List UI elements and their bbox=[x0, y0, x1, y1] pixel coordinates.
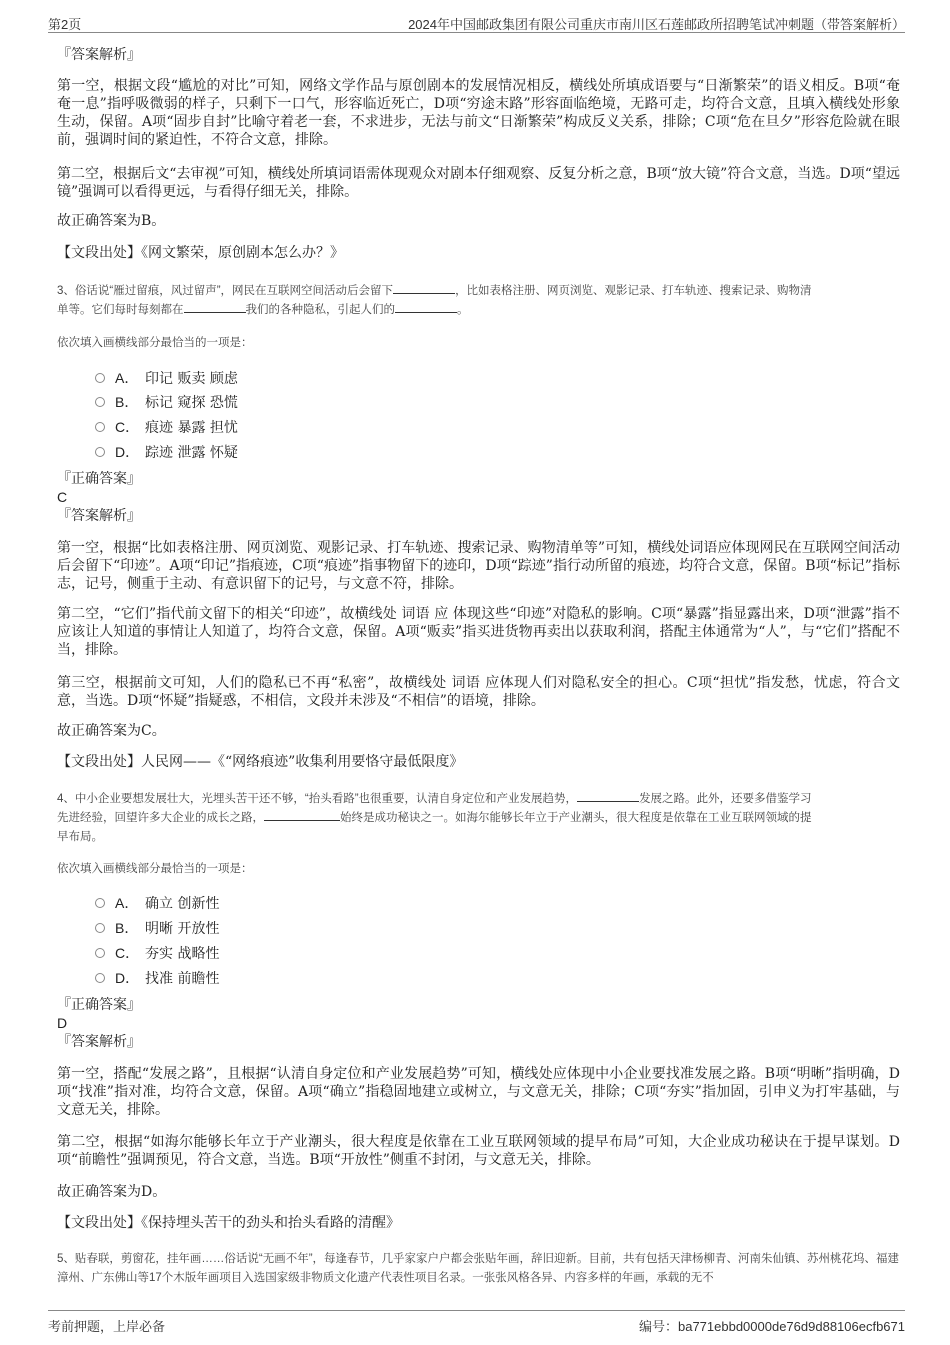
q4-option-b[interactable]: B． 明晰 开放性 bbox=[95, 919, 219, 938]
radio-icon[interactable] bbox=[95, 397, 105, 407]
fill-blank bbox=[395, 301, 457, 313]
footer-slogan: 考前押题，上岸必备 bbox=[48, 1319, 166, 1334]
fill-blank bbox=[577, 790, 639, 802]
q4-analysis-para-1: 第一空，搭配“发展之路”，且根据“认清自身定位和产业发展趋势”可知，横线处应体现中小企业要找准发展之路。B项“明晰”指明确，D项“找准”指对准，均符合文意，保留。A项“确立”指稳固地建立或树立，与文意无关，排除；C项“夯实”指加固，引申义为打牢基础，与文意无关，排除。 bbox=[57, 1066, 900, 1118]
radio-icon[interactable] bbox=[95, 948, 105, 958]
q4-option-d[interactable]: D． 找准 前瞻性 bbox=[95, 969, 219, 988]
q3-option-d[interactable]: D． 踪迹 泄露 怀疑 bbox=[95, 443, 238, 462]
q4-instruction: 依次填入画横线部分最恰当的一项是： bbox=[57, 863, 253, 875]
q4-option-c[interactable]: C． 夯实 战略性 bbox=[95, 944, 219, 963]
analysis-label: 『答案解析』 bbox=[57, 1034, 141, 1050]
q2-analysis-para-1: 第一空，根据文段“尴尬的对比”可知，网络文学作品与原创剧本的发展情况相反，横线处所填成语要与“日渐繁荣”的语义相反。B项“奄奄一息”指呼吸微弱的样子，只剩下一口气，形容临近死亡，D项“穷途末路”形容面临绝境，无路可走，均符合文意，且填入横线处形象生动，保留。A项“固步自封”比喻守着老一套，不求进步，无法与前文“日渐繁荣”构成反义关系，排除；C项“危在旦夕”形容危险就在眼前，强调时间的紧迫性，不符合文意，排除。 bbox=[57, 78, 900, 148]
q2-analysis-para-2: 第二空，根据后文“去审视”可知，横线处所填词语需体现观众对剧本仔细观察、反复分析之意，B项“放大镜”符合文意，当选。D项“望远镜”强调可以看得更远，与看得仔细无关，排除。 bbox=[57, 166, 900, 200]
correct-answer-label: 『正确答案』 bbox=[57, 997, 141, 1013]
analysis-label: 『答案解析』 bbox=[57, 47, 141, 63]
analysis-label: 『答案解析』 bbox=[57, 508, 141, 524]
q3-instruction: 依次填入画横线部分最恰当的一项是： bbox=[57, 337, 253, 349]
q3-answer: C bbox=[57, 489, 68, 505]
page-footer bbox=[48, 1310, 905, 1333]
fill-blank bbox=[184, 301, 246, 313]
q4-stem: 4、中小企业要想发展壮大，光埋头苦干还不够，“抬头看路”也很重要，认清自身定位和产业发展趋势， 发展之路。此外，还要多借鉴学习 先进经验，回望许多大企业的成长之路， 始终是成功秘诀之一。如海尔能够长年立于产业潮头，很大程度是依靠在工业互联网领域的提 早布局。 bbox=[57, 790, 900, 847]
q3-analysis-para-2: 第二空，“它们”指代前文留下的相关“印迹”，故横线处 词语 应 体现这些“印迹”对隐私的影响。C项“暴露”指显露出来，D项“泄露”指不应该让人知道的事情让人知道了，均符合文意，保留。A项“贩卖”指买进货物再卖出以获取利润，搭配主体通常为“人”，与“它们”搭配不当，排除。 bbox=[57, 606, 900, 658]
fill-blank bbox=[264, 809, 340, 821]
q4-analysis-para-2: 第二空，根据“如海尔能够长年立于产业潮头，很大程度是依靠在工业互联网领域的提早布局”可知，大企业成功秘诀在于提早谋划。D项“前瞻性”强调预见，符合文意，当选。B项“开放性”侧重不封闭，与文意无关，排除。 bbox=[57, 1134, 900, 1168]
q3-source: 【文段出处】人民网——《“网络痕迹”收集利用要恪守最低限度》 bbox=[57, 754, 464, 770]
q3-option-a[interactable]: A． 印记 贩卖 顾虑 bbox=[95, 369, 238, 388]
q3-option-c[interactable]: C． 痕迹 暴露 担忧 bbox=[95, 418, 238, 437]
radio-icon[interactable] bbox=[95, 973, 105, 983]
q3-analysis-para-3: 第三空，根据前文可知，人们的隐私已不再“私密”，故横线处 词语 应体现人们对隐私安全的担心。C项“担忧”指发愁，忧虑，符合文意，当选。D项“怀疑”指疑惑，不相信，文段并未涉及“不相信”的语境，排除。 bbox=[57, 675, 900, 709]
q2-source: 【文段出处】《网文繁荣，原创剧本怎么办？》 bbox=[57, 245, 344, 261]
correct-answer-label: 『正确答案』 bbox=[57, 471, 141, 487]
q4-conclusion: 故正确答案为D。 bbox=[57, 1184, 167, 1200]
radio-icon[interactable] bbox=[95, 923, 105, 933]
q4-option-a[interactable]: A． 确立 创新性 bbox=[95, 894, 219, 913]
radio-icon[interactable] bbox=[95, 422, 105, 432]
q4-source: 【文段出处】《保持埋头苦干的劲头和抬头看路的清醒》 bbox=[57, 1215, 400, 1231]
q3-stem: 3、俗话说“雁过留痕，风过留声”，网民在互联网空间活动后会留下 ，比如表格注册、网页浏览、观影记录、打车轨迹、搜索记录、购物清 单等。它们每时每刻都在 我们的各种隐私，引起人们的 。 bbox=[57, 282, 900, 320]
document-title: 2024年中国邮政集团有限公司重庆市南川区石莲邮政所招聘笔试冲刺题（带答案解析） bbox=[408, 17, 905, 32]
radio-icon[interactable] bbox=[95, 373, 105, 383]
q4-answer: D bbox=[57, 1015, 68, 1031]
q3-analysis-para-1: 第一空，根据“比如表格注册、网页浏览、观影记录、打车轨迹、搜索记录、购物清单等”可知，横线处词语应体现网民在互联网空间活动后会留下“印迹”。A项“印记”指痕迹，C项“痕迹”指事物留下的迹印，D项“踪迹”指行动所留的痕迹，均符合文意，保留。B项“标记”指标志，记号，侧重于主动、有意识留下的记号，与文意不符，排除。 bbox=[57, 540, 900, 592]
fill-blank bbox=[393, 282, 455, 294]
radio-icon[interactable] bbox=[95, 447, 105, 457]
page-number: 第2页 bbox=[48, 17, 82, 32]
q5-stem: 5、贴春联，剪窗花，挂年画……俗话说“无画不年”，每逢春节，几乎家家户户都会张贴年画，辞旧迎新。目前，共有包括天津杨柳青、河南朱仙镇、苏州桃花坞、福建漳州、广东佛山等17个木版年画项目入选国家级非物质文化遗产代表性项目名录。一张张风格各异、内容多样的年画，承载的无不 bbox=[57, 1253, 900, 1284]
q3-conclusion: 故正确答案为C。 bbox=[57, 723, 166, 739]
document-code: 编号：ba771ebbd0000de76d9d88106ecfb671 bbox=[638, 1319, 905, 1334]
radio-icon[interactable] bbox=[95, 898, 105, 908]
q3-option-b[interactable]: B． 标记 窥探 恐慌 bbox=[95, 393, 238, 412]
page-header bbox=[48, 12, 905, 33]
q2-conclusion: 故正确答案为B。 bbox=[57, 213, 166, 229]
